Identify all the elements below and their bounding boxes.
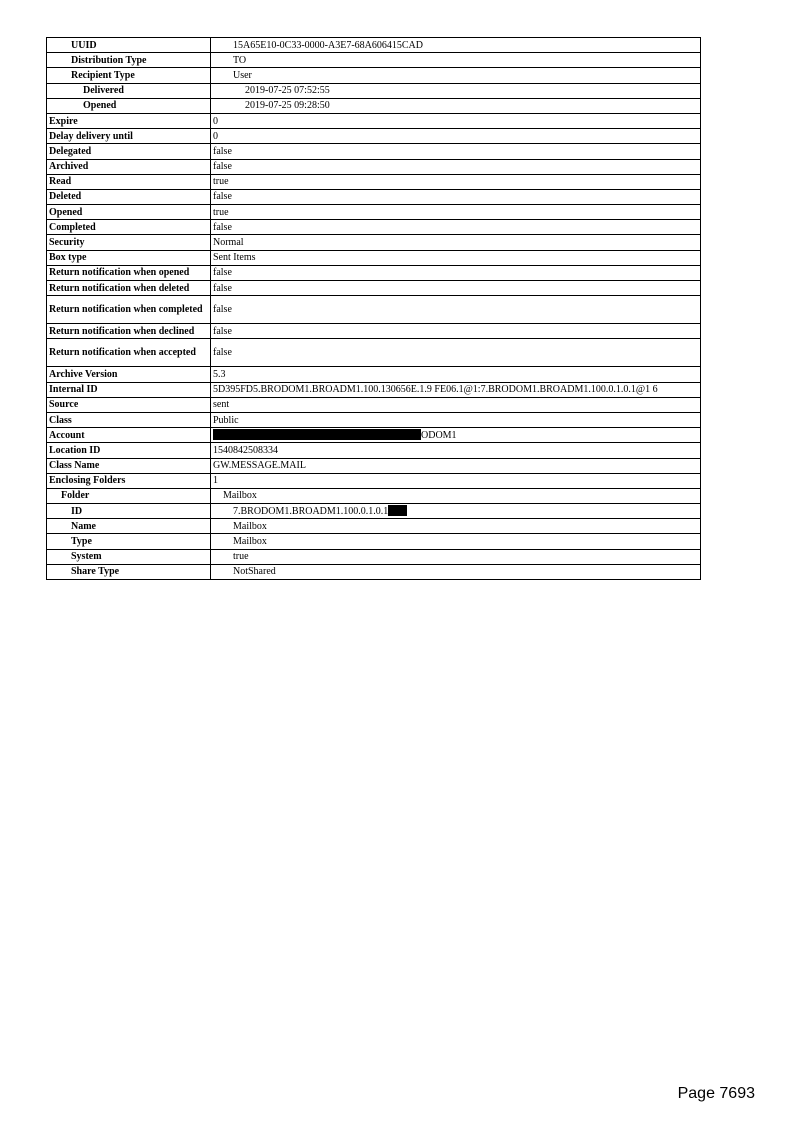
property-value: Public bbox=[211, 412, 701, 427]
table-row bbox=[47, 443, 701, 458]
property-label: Archived bbox=[47, 159, 211, 174]
property-label: Return notification when completed bbox=[47, 296, 211, 324]
table-row bbox=[47, 144, 701, 159]
property-label: Name bbox=[47, 519, 211, 534]
property-value: false bbox=[211, 296, 701, 324]
table-row bbox=[47, 129, 701, 144]
property-value: 15A65E10-0C33-0000-A3E7-68A606415CAD bbox=[211, 38, 701, 53]
property-value: 1 bbox=[211, 473, 701, 488]
property-value: false bbox=[211, 220, 701, 235]
table-row bbox=[47, 382, 701, 397]
property-label: Opened bbox=[47, 205, 211, 220]
property-value: 0 bbox=[211, 129, 701, 144]
property-label: Return notification when deleted bbox=[47, 281, 211, 296]
property-value: 5.3 bbox=[211, 367, 701, 382]
table-row bbox=[47, 519, 701, 534]
table-row bbox=[47, 564, 701, 579]
property-label: Opened bbox=[47, 98, 211, 113]
property-label: Class bbox=[47, 412, 211, 427]
table-row bbox=[47, 250, 701, 265]
property-value: false bbox=[211, 265, 701, 280]
page-number: Page 7693 bbox=[677, 1085, 755, 1102]
property-label: Share Type bbox=[47, 564, 211, 579]
property-label: UUID bbox=[47, 38, 211, 53]
properties-table bbox=[46, 37, 701, 580]
property-value: Mailbox bbox=[211, 534, 701, 549]
property-value: true bbox=[211, 205, 701, 220]
table-row bbox=[47, 296, 701, 324]
property-label: Return notification when opened bbox=[47, 265, 211, 280]
table-row bbox=[47, 412, 701, 427]
property-value-cell bbox=[211, 504, 701, 519]
property-label: Enclosing Folders bbox=[47, 473, 211, 488]
property-label: Archive Version bbox=[47, 367, 211, 382]
table-row bbox=[47, 339, 701, 367]
property-value: GW.MESSAGE.MAIL bbox=[211, 458, 701, 473]
property-label: Expire bbox=[47, 113, 211, 128]
property-value: Mailbox bbox=[211, 519, 701, 534]
property-value-cell bbox=[211, 428, 701, 443]
property-label: Read bbox=[47, 174, 211, 189]
property-label: Account bbox=[47, 428, 211, 443]
table-row bbox=[47, 205, 701, 220]
property-value: 0 bbox=[211, 113, 701, 128]
table-row bbox=[47, 549, 701, 564]
table-row bbox=[47, 428, 701, 443]
property-value: 2019-07-25 09:28:50 bbox=[211, 98, 701, 113]
property-label: Deleted bbox=[47, 189, 211, 204]
property-value: 7.BRODOM1.BROADM1.100.0.1.0.1 bbox=[233, 506, 389, 518]
table-row bbox=[47, 83, 701, 98]
redaction-bar bbox=[213, 429, 421, 440]
property-value: true bbox=[211, 549, 701, 564]
table-row bbox=[47, 504, 701, 519]
table-row bbox=[47, 281, 701, 296]
property-value: 5D395FD5.BRODOM1.BROADM1.100.130656E.1.9 FE06.1@1:7.BRODOM1.BROADM1.100.0.1.0.1@1 6 bbox=[211, 382, 701, 397]
property-label: Internal ID bbox=[47, 382, 211, 397]
property-label: ID bbox=[47, 504, 211, 519]
table-row bbox=[47, 235, 701, 250]
table-row bbox=[47, 367, 701, 382]
table-row bbox=[47, 534, 701, 549]
property-label: Distribution Type bbox=[47, 53, 211, 68]
property-value: NotShared bbox=[211, 564, 701, 579]
table-row bbox=[47, 220, 701, 235]
table-row bbox=[47, 68, 701, 83]
property-label: Delivered bbox=[47, 83, 211, 98]
property-value: 1540842508334 bbox=[211, 443, 701, 458]
property-label: Type bbox=[47, 534, 211, 549]
property-value: Mailbox bbox=[211, 488, 701, 503]
property-label: Delay delivery until bbox=[47, 129, 211, 144]
property-value: ODOM1 bbox=[421, 430, 457, 442]
table-row bbox=[47, 159, 701, 174]
property-value: false bbox=[211, 144, 701, 159]
property-label: Completed bbox=[47, 220, 211, 235]
property-label: Box type bbox=[47, 250, 211, 265]
table-row bbox=[47, 189, 701, 204]
table-row bbox=[47, 174, 701, 189]
property-value: 2019-07-25 07:52:55 bbox=[211, 83, 701, 98]
property-value: false bbox=[211, 324, 701, 339]
property-value: false bbox=[211, 159, 701, 174]
table-row bbox=[47, 53, 701, 68]
property-label: Recipient Type bbox=[47, 68, 211, 83]
property-label: Security bbox=[47, 235, 211, 250]
redaction-bar bbox=[388, 505, 407, 516]
table-row bbox=[47, 98, 701, 113]
property-label: Source bbox=[47, 397, 211, 412]
property-value: User bbox=[211, 68, 701, 83]
property-label: Return notification when declined bbox=[47, 324, 211, 339]
property-value: false bbox=[211, 339, 701, 367]
property-label: System bbox=[47, 549, 211, 564]
table-row bbox=[47, 473, 701, 488]
property-label: Folder bbox=[47, 488, 211, 503]
property-label: Class Name bbox=[47, 458, 211, 473]
property-label: Delegated bbox=[47, 144, 211, 159]
table-row bbox=[47, 113, 701, 128]
table-row bbox=[47, 397, 701, 412]
property-value: true bbox=[211, 174, 701, 189]
property-value: false bbox=[211, 189, 701, 204]
property-value: Normal bbox=[211, 235, 701, 250]
table-row bbox=[47, 488, 701, 503]
table-row bbox=[47, 458, 701, 473]
property-value: TO bbox=[211, 53, 701, 68]
table-row bbox=[47, 324, 701, 339]
property-value: sent bbox=[211, 397, 701, 412]
property-value: Sent Items bbox=[211, 250, 701, 265]
property-label: Location ID bbox=[47, 443, 211, 458]
property-label: Return notification when accepted bbox=[47, 339, 211, 367]
table-row bbox=[47, 38, 701, 53]
property-value: false bbox=[211, 281, 701, 296]
table-row bbox=[47, 265, 701, 280]
